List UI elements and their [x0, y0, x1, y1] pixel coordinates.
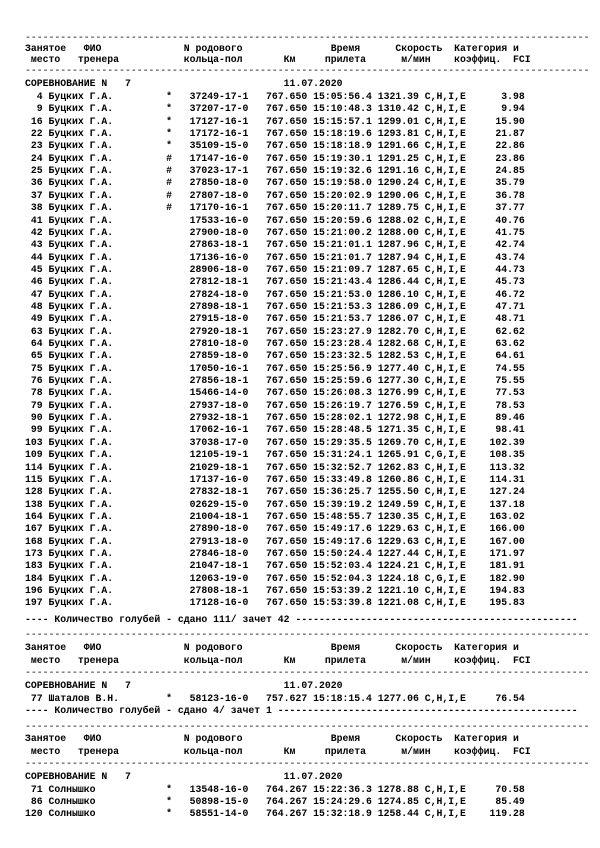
- result-row: 196 Буцких Г.А. 27808-18-1 767.650 15:53:39.2 1221.10 C,H,I,E 194.83: [25, 585, 525, 596]
- section-2-competition-line: СОРЕВНОВАНИЕ N 7 11.07.2020: [25, 771, 343, 782]
- result-row: 138 Буцких Г.А. 02629-15-0 767.650 15:39:19.2 1249.59 C,H,I,E 137.18: [25, 498, 525, 510]
- result-row: 48 Буцких Г.А. 27898-18-1 767.650 15:21:53.3 1286.09 C,H,I,E 47.71: [25, 300, 525, 312]
- result-row: 114 Буцких Г.А. 21029-18-1 767.650 15:32:52.7 1262.83 C,H,I,E 113.32: [25, 461, 525, 473]
- result-row: 44 Буцких Г.А. 17136-16-0 767.650 15:21:01.7 1287.94 C,H,I,E 43.74: [25, 251, 525, 263]
- result-row: 64 Буцких Г.А. 27810-18-0 767.650 15:23:28.4 1282.68 C,H,I,E 63.62: [25, 338, 525, 349]
- result-row: 183 Буцких Г.А. 21047-18-1 767.650 15:52:03.4 1224.21 C,H,I,E 181.91: [25, 560, 525, 572]
- result-row: 78 Буцких Г.А. 15466-14-0 767.650 15:26:08.3 1276.99 C,H,I,E 77.53: [25, 387, 525, 399]
- result-row: 168 Буцких Г.А. 27913-18-0 767.650 15:49:17.6 1229.63 C,H,I,E 167.00: [25, 535, 525, 547]
- result-row: 42 Буцких Г.А. 27900-18-0 767.650 15:21:00.2 1288.00 C,H,I,E 41.75: [25, 226, 525, 238]
- section-2-rule-top: ------------------------------------------------------------------------------------------------: [25, 721, 590, 732]
- section-0-competition-line: СОРЕВНОВАНИЕ N 7 11.07.2020: [25, 78, 343, 89]
- result-row: 167 Буцких Г.А. 27890-18-0 767.650 15:49:17.6 1229.63 C,H,I,E 166.00: [25, 523, 525, 535]
- result-row: 75 Буцких Г.А. 17050-16-1 767.650 15:25:56.9 1277.40 C,H,I,E 74.55: [25, 362, 525, 374]
- result-row: 22 Буцких Г.А. * 17172-16-1 767.650 15:18:19.6 1293.81 C,H,I,E 21.87: [25, 128, 525, 140]
- section-0-header-line-2: место тренера кольца-пол Км прилета м/мин коэффиц. FCI: [25, 54, 531, 65]
- section-1-header-line-2: место тренера кольца-пол Км прилета м/мин коэффиц. FCI: [25, 655, 531, 666]
- section-0-header-line-1: Занятое ФИО N родового Время Скорость Категория и: [25, 43, 519, 54]
- result-row: 16 Буцких Г.А. * 17127-16-1 767.650 15:15:57.1 1299.01 C,H,I,E 15.90: [25, 115, 525, 127]
- result-row: 76 Буцких Г.А. 27856-18-1 767.650 15:25:59.6 1277.30 C,H,I,E 75.55: [25, 375, 525, 387]
- result-row: 49 Буцких Г.А. 27915-18-0 767.650 15:21:53.7 1286.07 C,H,I,E 48.71: [25, 313, 525, 325]
- result-row: 184 Буцких Г.А. 12063-19-0 767.650 15:52:04.3 1224.18 C,G,I,E 182.90: [25, 572, 525, 584]
- section-1-rule-mid: ------------------------------------------------------------------------------------------------: [25, 667, 590, 678]
- result-row: 63 Буцких Г.А. 27920-18-1 767.650 15:23:27.9 1282.70 C,H,I,E 62.62: [25, 325, 525, 337]
- section-2-header-line-1: Занятое ФИО N родового Время Скорость Категория и: [25, 733, 519, 744]
- section-1-summary: ---- Количество голубей - сдано 4/ зачет 1 ---------------------------------------------------: [25, 705, 578, 716]
- result-row: 86 Солнышко * 50898-15-0 764.267 15:24:29.6 1274.85 C,H,I,E 85.49: [25, 796, 525, 807]
- result-row: 173 Буцких Г.А. 27846-18-0 767.650 15:50:24.4 1227.44 C,H,I,E 171.97: [25, 548, 525, 559]
- result-row: 4 Буцких Г.А. * 37249-17-1 767.650 15:05:56.4 1321.39 C,H,I,E 3.98: [25, 91, 525, 102]
- result-row: 197 Буцких Г.А. 17128-16-0 767.650 15:53:39.8 1221.08 C,H,I,E 195.83: [25, 597, 525, 609]
- section-1-competition-line: СОРЕВНОВАНИЕ N 7 11.07.2020: [25, 680, 343, 691]
- result-row: 43 Буцких Г.А. 27863-18-1 767.650 15:21:01.1 1287.96 C,H,I,E 42.74: [25, 239, 525, 251]
- result-row: 128 Буцких Г.А. 27832-18-1 767.650 15:36:25.7 1255.50 C,H,I,E 127.24: [25, 486, 525, 498]
- result-row: 164 Буцких Г.А. 21004-18-1 767.650 15:48:55.7 1230.35 C,H,I,E 163.02: [25, 510, 525, 522]
- result-row: 38 Буцких Г.А. # 17170-16-1 767.650 15:20:11.7 1289.75 C,H,I,E 37.77: [25, 202, 525, 214]
- result-row: 120 Солнышко * 58551-14-0 764.267 15:32:18.9 1258.44 C,H,I,E 119.28: [25, 808, 525, 819]
- result-row: 65 Буцких Г.А. 27859-18-0 767.650 15:23:32.5 1282.53 C,H,I,E 64.61: [25, 350, 525, 362]
- section-1-rule-top: ------------------------------------------------------------------------------------------------: [25, 629, 590, 640]
- result-row: 115 Буцких Г.А. 17137-16-0 767.650 15:33:49.8 1260.86 C,H,I,E 114.31: [25, 473, 525, 485]
- result-row: 41 Буцких Г.А. 17533-16-0 767.650 15:20:59.6 1288.02 C,H,I,E 40.76: [25, 214, 525, 226]
- result-row: 46 Буцких Г.А. 27812-18-1 767.650 15:21:43.4 1286.44 C,H,I,E 45.73: [25, 276, 525, 288]
- section-0-rule-mid: ------------------------------------------------------------------------------------------------: [25, 65, 590, 76]
- result-row: 9 Буцких Г.А. * 37207-17-0 767.650 15:10:48.3 1310.42 C,H,I,E 9.94: [25, 103, 525, 115]
- section-2-header-line-2: место тренера кольца-пол Км прилета м/мин коэффиц. FCI: [25, 746, 531, 757]
- result-row: 37 Буцких Г.А. # 27807-18-0 767.650 15:20:02.9 1290.06 C,H,I,E 36.78: [25, 189, 525, 201]
- result-row: 36 Буцких Г.А. # 27850-18-0 767.650 15:19:58.0 1290.24 C,H,I,E 35.79: [25, 177, 525, 189]
- section-0-summary: ---- Количество голубей - сдано 111/ зачет 42 ------------------------------------------------: [25, 614, 578, 625]
- section-1-header-line-1: Занятое ФИО N родового Время Скорость Категория и: [25, 642, 519, 653]
- result-row: 25 Буцких Г.А. # 37023-17-1 767.650 15:19:32.6 1291.16 C,H,I,E 24.85: [25, 165, 525, 177]
- result-row: 71 Солнышко * 13548-16-0 764.267 15:22:36.3 1278.88 C,H,I,E 70.58: [25, 784, 525, 795]
- section-2-rule-mid: ------------------------------------------------------------------------------------------------: [25, 758, 590, 769]
- result-row: 24 Буцких Г.А. # 17147-16-0 767.650 15:19:30.1 1291.25 C,H,I,E 23.86: [25, 152, 525, 164]
- section-0-rule-top: ------------------------------------------------------------------------------------------------: [25, 32, 590, 43]
- result-row: 103 Буцких Г.А. 37038-17-0 767.650 15:29:35.5 1269.70 C,H,I,E 102.39: [25, 436, 525, 448]
- result-row: 23 Буцких Г.А. * 35109-15-0 767.650 15:18:18.9 1291.66 C,H,I,E 22.86: [25, 140, 525, 152]
- result-row: 109 Буцких Г.А. 12105-19-1 767.650 15:31:24.1 1265.91 C,G,I,E 108.35: [25, 449, 525, 461]
- result-row: 79 Буцких Г.А. 27937-18-0 767.650 15:26:19.7 1276.59 C,H,I,E 78.53: [25, 399, 525, 411]
- result-row: 90 Буцких Г.А. 27932-18-1 767.650 15:28:02.1 1272.98 C,H,I,E 89.46: [25, 412, 525, 424]
- result-row: 77 Шаталов В.Н. * 58123-16-0 757.627 15:18:15.4 1277.06 C,H,I,E 76.54: [25, 693, 525, 704]
- result-row: 45 Буцких Г.А. 28906-18-0 767.650 15:21:09.7 1287.65 C,H,I,E 44.73: [25, 263, 525, 275]
- result-row: 99 Буцких Г.А. 17062-16-1 767.650 15:28:48.5 1271.35 C,H,I,E 98.41: [25, 424, 525, 436]
- result-row: 47 Буцких Г.А. 27824-18-0 767.650 15:21:53.0 1286.10 C,H,I,E 46.72: [25, 288, 525, 300]
